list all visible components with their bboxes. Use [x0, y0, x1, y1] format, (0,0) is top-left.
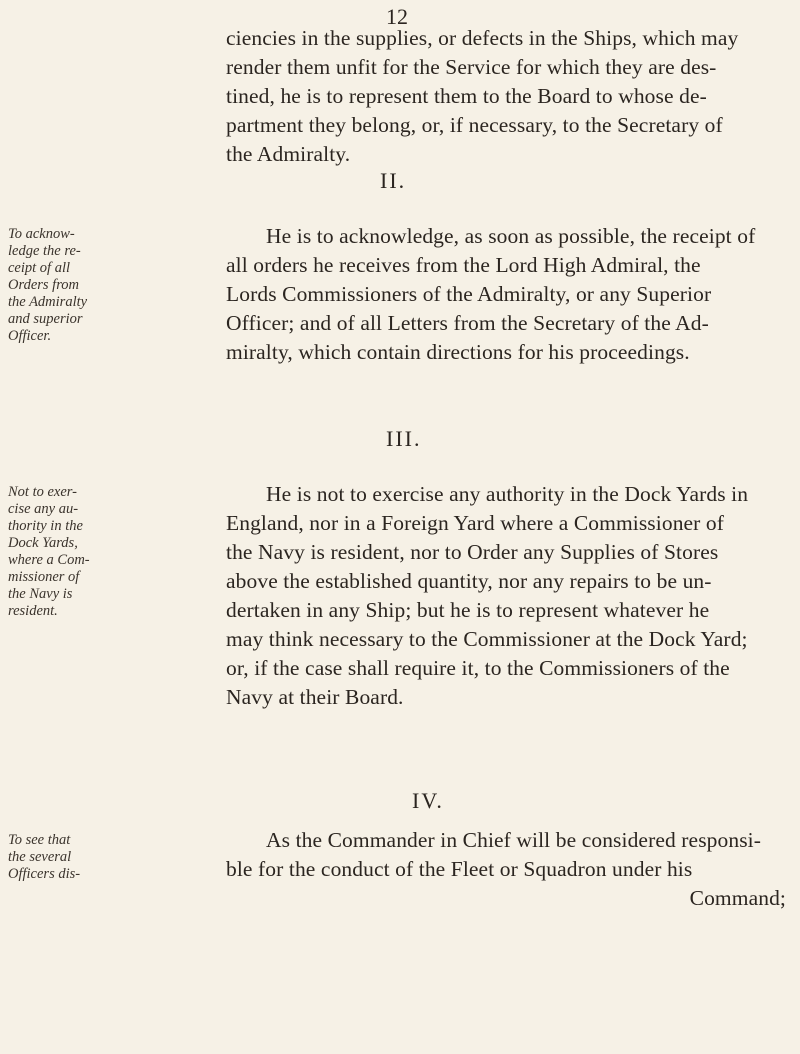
- section-numeral-iii: III.: [386, 426, 422, 451]
- body-line: He is to acknowledge, as soon as possible, the receipt of: [266, 224, 756, 248]
- body-line: dertaken in any Ship; but he is to represent whatever he: [226, 598, 710, 622]
- margin-note-iv: [8, 832, 198, 883]
- body-line: As the Commander in Chief will be considered responsi-: [266, 828, 762, 852]
- continuation-paragraph: [226, 24, 786, 169]
- section-numeral-iv: IV.: [412, 788, 444, 813]
- body-line: Lords Commissioners of the Admiralty, or any Superior: [226, 282, 712, 306]
- body-line: partment they belong, or, if necessary, to the Secretary of: [226, 113, 723, 137]
- body-line: Officer; and of all Letters from the Secretary of the Ad-: [226, 311, 709, 335]
- body-line: may think necessary to the Commissioner at the Dock Yard;: [226, 627, 748, 651]
- margin-note-line: thority in the: [8, 518, 83, 534]
- margin-note-line: cise any au-: [8, 501, 79, 517]
- margin-note-line: Officers dis-: [8, 866, 81, 882]
- margin-note-line: To see that: [8, 832, 71, 848]
- margin-note-line: the Navy is: [8, 586, 73, 602]
- margin-note-line: ceipt of all: [8, 260, 71, 276]
- margin-note-line: missioner of: [8, 569, 80, 585]
- margin-note-line: resident.: [8, 603, 58, 619]
- margin-note-line: ledge the re-: [8, 243, 81, 259]
- margin-note-line: and superior: [8, 311, 83, 327]
- margin-note-ii: [8, 226, 198, 345]
- section-ii-paragraph: [226, 222, 786, 367]
- body-line: all orders he receives from the Lord High Admiral, the: [226, 253, 701, 277]
- body-line: ble for the conduct of the Fleet or Squadron under his: [226, 857, 693, 881]
- body-line: England, nor in a Foreign Yard where a Commissioner of: [226, 511, 725, 535]
- body-line: the Navy is resident, nor to Order any Supplies of Stores: [226, 540, 719, 564]
- body-line: He is not to exercise any authority in the Dock Yards in: [266, 482, 749, 506]
- margin-note-line: To acknow-: [8, 226, 75, 242]
- margin-note-line: Not to exer-: [8, 484, 77, 500]
- section-iii-paragraph: [226, 480, 786, 712]
- body-line: above the established quantity, nor any repairs to be un-: [226, 569, 712, 593]
- body-line: Navy at their Board.: [226, 685, 404, 709]
- margin-note-line: Dock Yards,: [8, 535, 78, 551]
- body-line: or, if the case shall require it, to the Commissioners of the: [226, 656, 730, 680]
- page-number: 12: [386, 4, 408, 29]
- body-line: tined, he is to represent them to the Board to whose de-: [226, 84, 707, 108]
- margin-note-line: Officer.: [8, 328, 52, 344]
- margin-note-line: the Admiralty: [8, 294, 88, 310]
- body-line: ciencies in the supplies, or defects in the Ships, which may: [226, 26, 739, 50]
- margin-note-iii: [8, 484, 198, 620]
- section-iv-paragraph: [226, 826, 786, 913]
- margin-note-line: the several: [8, 849, 72, 865]
- body-line: Command;: [689, 886, 786, 910]
- margin-note-line: Orders from: [8, 277, 80, 293]
- body-line: the Admiralty.: [226, 142, 351, 166]
- section-numeral-ii: II.: [380, 168, 407, 193]
- margin-note-line: where a Com-: [8, 552, 90, 568]
- body-line: miralty, which contain directions for his proceedings.: [226, 340, 690, 364]
- body-line: render them unfit for the Service for which they are des-: [226, 55, 717, 79]
